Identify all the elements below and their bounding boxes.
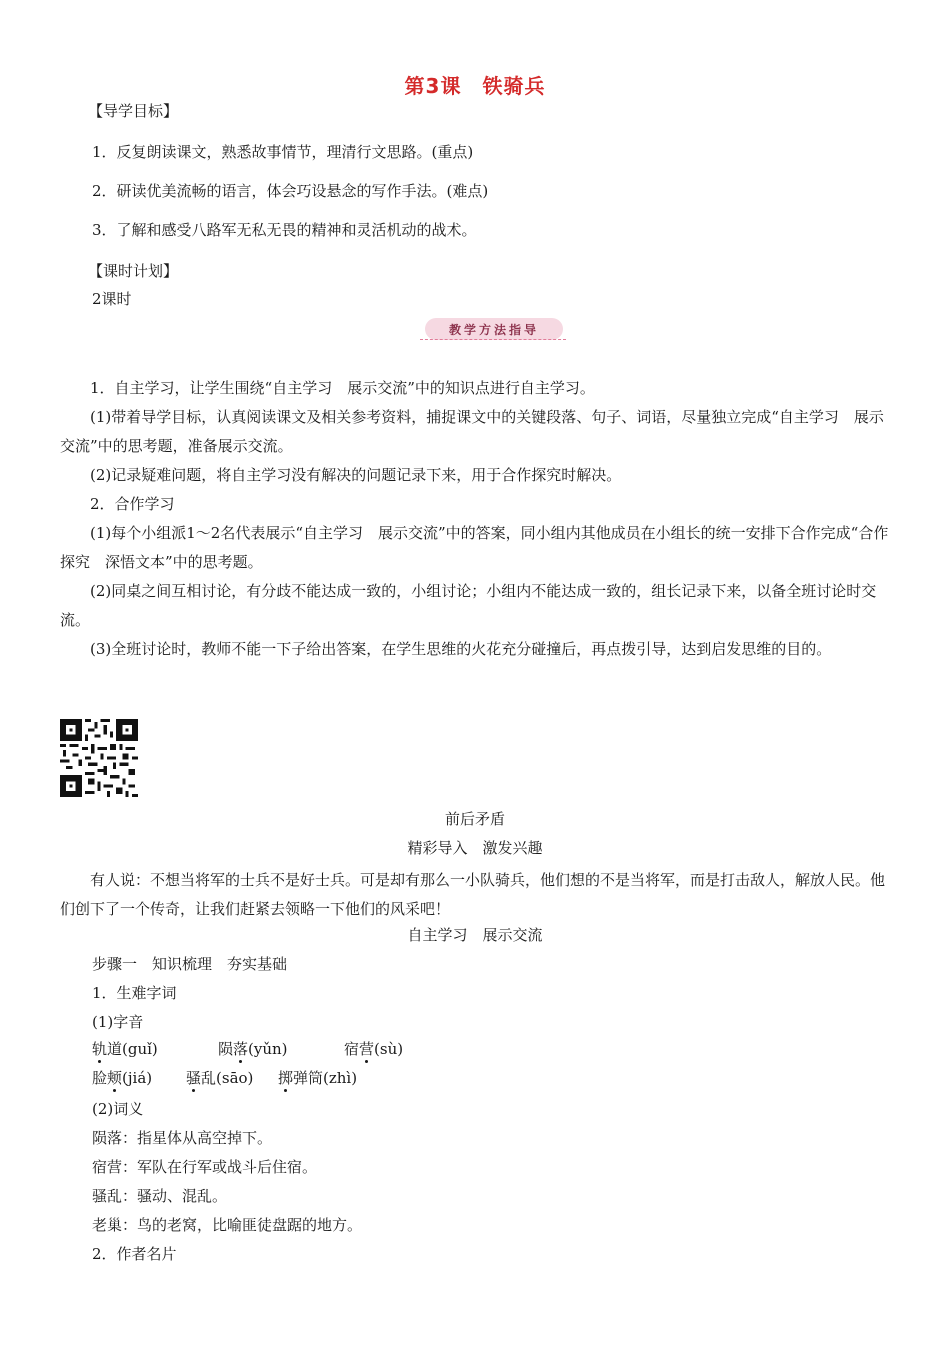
pronunciation-item bbox=[186, 1067, 253, 1088]
meaning-item: 宿营：军队在行军或战斗后住宿。 bbox=[92, 1158, 318, 1176]
banner-underline bbox=[420, 339, 566, 340]
teaching-method-banner: 教学方法指导 bbox=[425, 318, 563, 340]
vocab-heading: 1．生难字词 bbox=[92, 984, 177, 1002]
method-paragraph: (2)同桌之间互相讨论，有分歧不能达成一致的，小组讨论；小组内不能达成一致的，组长记录下来，以备全班讨论时交流。 bbox=[60, 582, 877, 629]
method-paragraph: (1)每个小组派1～2名代表展示“自主学习 展示交流”中的答案，同小组内其他成员在小组长的统一安排下合作完成“合作探究 深悟文本”中的思考题。 bbox=[60, 524, 889, 571]
pinyin-text: 乱(sāo) bbox=[201, 1069, 254, 1087]
dotted-char: 掷 bbox=[278, 1069, 294, 1087]
dotted-char: 落 bbox=[233, 1040, 249, 1058]
pronunciation-item bbox=[92, 1067, 152, 1088]
method-paragraph: (2)记录疑难问题，将自主学习没有解决的问题记录下来，用于合作探究时解决。 bbox=[90, 466, 622, 484]
method-paragraph: 2．合作学习 bbox=[90, 495, 175, 513]
schedule-value: 2课时 bbox=[92, 290, 132, 308]
method-paragraph: 1．自主学习，让学生围绕“自主学习 展示交流”中的知识点进行自主学习。 bbox=[90, 379, 595, 397]
objective-item: 3．了解和感受八路军无私无畏的精神和灵活机动的战术。 bbox=[92, 221, 477, 239]
pinyin-text: 道(guǐ) bbox=[107, 1040, 158, 1058]
objective-item: 2．研读优美流畅的语言，体会巧设悬念的写作手法。(难点) bbox=[92, 182, 489, 200]
section-heading: 前后矛盾 bbox=[444, 810, 505, 828]
plain-char: 陨 bbox=[218, 1040, 234, 1058]
plain-char: 宿 bbox=[344, 1040, 360, 1058]
method-paragraph: (3)全班讨论时，教师不能一下子给出答案，在学生思维的火花充分碰撞后，再点拨引导，达到启发思维的目的。 bbox=[90, 640, 832, 658]
section-heading: 精彩导入 激发兴趣 bbox=[407, 839, 543, 857]
meaning-item: 老巢：鸟的老窝，比喻匪徒盘踞的地方。 bbox=[92, 1216, 363, 1234]
dotted-char: 颊 bbox=[107, 1069, 123, 1087]
meaning-item: 骚乱：骚动、混乱。 bbox=[92, 1187, 228, 1205]
method-paragraph: (1)带着导学目标，认真阅读课文及相关参考资料，捕捉课文中的关键段落、句子、词语，尽量独立完成“自主学习 展示交流”中的思考题，准备展示交流。 bbox=[60, 408, 884, 455]
dotted-char: 营 bbox=[359, 1040, 375, 1058]
pronunciation-item bbox=[344, 1038, 403, 1059]
lesson-title: 第3课 铁骑兵 bbox=[404, 74, 546, 98]
dotted-char: 骚 bbox=[186, 1069, 202, 1087]
qr-code-icon[interactable] bbox=[60, 719, 138, 797]
pronunciation-item bbox=[218, 1038, 288, 1059]
objective-item: 1．反复朗读课文，熟悉故事情节，理清行文思路。(重点) bbox=[92, 143, 474, 161]
pronunciation-heading: (1)字音 bbox=[92, 1013, 144, 1031]
author-heading: 2．作者名片 bbox=[92, 1245, 177, 1263]
intro-paragraph: 有人说：不想当将军的士兵不是好士兵。可是却有那么一小队骑兵，他们想的不是当将军，而是打击敌人，解放人民。他们创下了一个传奇，让我们赶紧去领略一下他们的风采吧！ bbox=[60, 871, 886, 918]
meaning-item: 陨落：指星体从高空掉下。 bbox=[92, 1129, 273, 1147]
pronunciation-item bbox=[278, 1067, 357, 1088]
pinyin-text: (yǔn) bbox=[248, 1040, 288, 1058]
dotted-char: 轨 bbox=[92, 1040, 108, 1058]
meaning-heading: (2)词义 bbox=[92, 1100, 144, 1118]
pinyin-text: (sù) bbox=[374, 1040, 404, 1058]
schedule-heading: 【课时计划】 bbox=[88, 262, 179, 280]
pronunciation-item bbox=[92, 1038, 158, 1059]
plain-char: 脸 bbox=[92, 1069, 108, 1087]
step-heading: 步骤一 知识梳理 夯实基础 bbox=[92, 955, 288, 973]
pinyin-text: (jiá) bbox=[122, 1069, 153, 1087]
objectives-heading: 【导学目标】 bbox=[88, 102, 179, 120]
section-heading: 自主学习 展示交流 bbox=[407, 926, 543, 944]
pinyin-text: 弹筒(zhì) bbox=[293, 1069, 358, 1087]
